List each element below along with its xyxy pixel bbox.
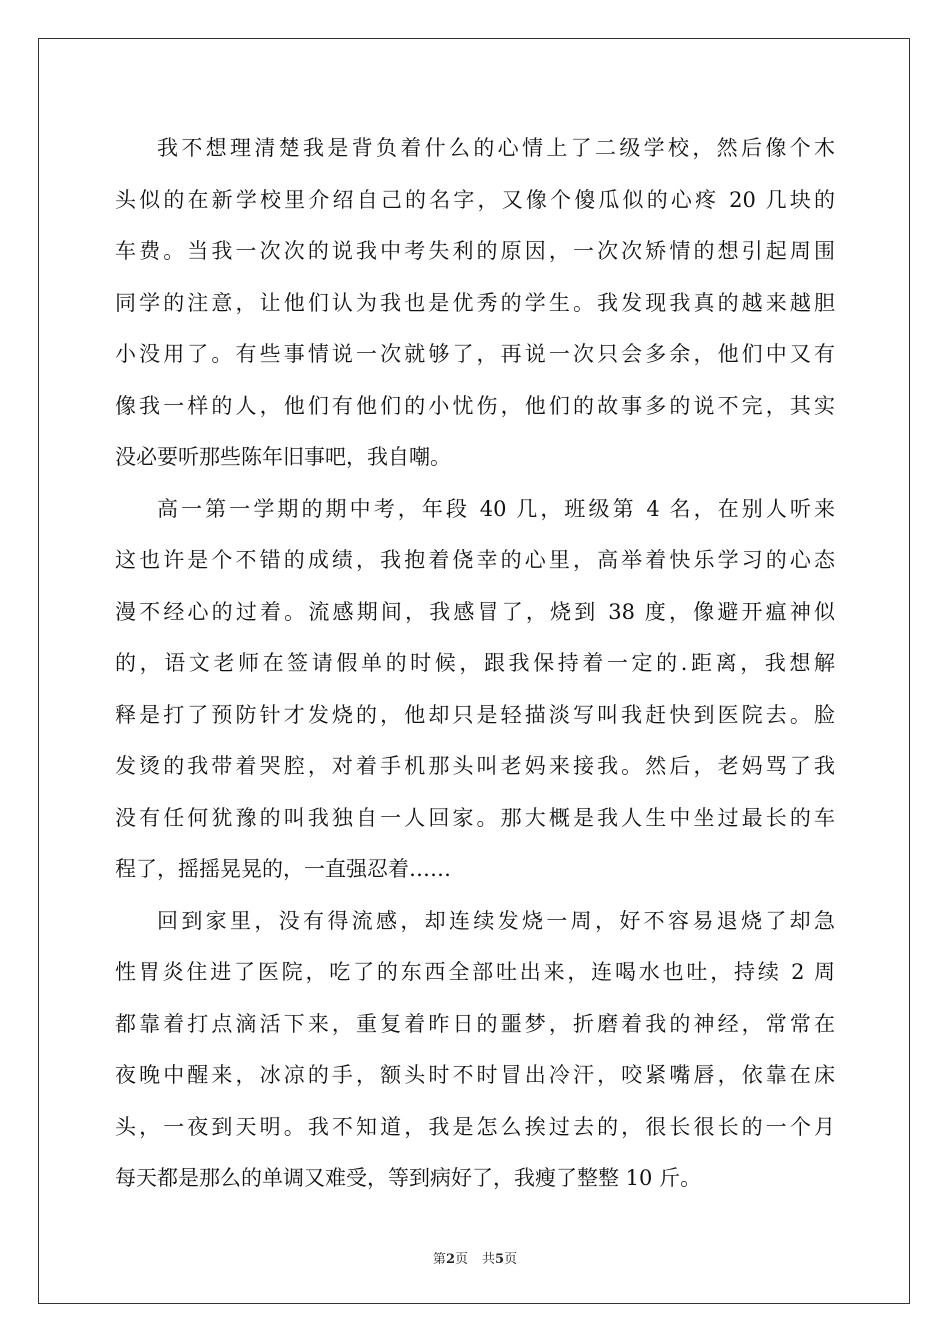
total-prefix: 共 [482,1252,496,1267]
text-line: 程了，摇摇晃晃的，一直强忍着…… [115,857,451,881]
text-line: 高一第一学期的期中考，年段 40 几，班级第 4 名，在别人听来 [157,496,835,521]
text-line: 每天都是那么的单调又难受，等到病好了，我瘦了整整 10 斤。 [115,1166,702,1190]
text-line: 这也许是个不错的成绩，我抱着侥幸的心里，高举着快乐学习的心态 [115,548,835,572]
text-line: 头似的在新学校里介绍自己的名字，又像个傻瓜似的心疼 20 几块的 [115,187,835,212]
document-body [115,123,835,1205]
text-line: 夜晚中醒来，冰凉的手，额头时不时冒出冷汗，咬紧嘴唇，依靠在床 [115,1063,835,1087]
text-line: 释是打了预防针才发烧的，他却只是轻描淡写叫我赶快到医院去。脸 [115,702,835,727]
text-line: 性胃炎住进了医院，吃了的东西全部吐出来，连喝水也吐，持续 2 周 [115,960,835,984]
text-line: 同学的注意，让他们认为我也是优秀的学生。我发现我真的越来越胆 [115,290,835,315]
page-footer [0,1248,950,1267]
page-prefix: 第 [432,1252,446,1267]
text-line: 像我一样的人，他们有他们的小忧伤，他们的故事多的说不完，其实 [115,393,835,418]
text-line: 小没用了。有些事情说一次就够了，再说一次只会多余，他们中又有 [115,342,835,366]
text-line: 没必要听那些陈年旧事吧，我自嘲。 [115,445,451,469]
text-line: 回到家里，没有得流感，却连续发烧一周，好不容易退烧了却急 [157,908,835,933]
text-line: 我不想理清楚我是背负着什么的心情上了二级学校，然后像个木 [157,136,835,160]
paragraph-3 [115,896,835,1205]
text-line: 没有任何犹豫的叫我独自一人回家。那大概是我人生中坐过最长的车 [115,805,835,830]
current-page-number: 2 [445,1252,455,1267]
text-line: 发烫的我带着哭腔，对着手机那头叫老妈来接我。然后，老妈骂了我 [115,754,835,778]
text-line: 头，一夜到天明。我不知道，我是怎么挨过去的，很长很长的一个月 [115,1114,835,1139]
paragraph-2 [115,484,835,896]
paragraph-1 [115,123,835,484]
total-suffix: 页 [504,1252,518,1267]
total-page-count: 5 [495,1252,505,1267]
text-line: 的，语文老师在签请假单的时候，跟我保持着一定的.距离，我想解 [115,651,835,675]
text-line: 漫不经心的过着。流感期间，我感冒了，烧到 38 度，像避开瘟神似 [115,599,835,624]
page-suffix: 页 [454,1252,468,1267]
text-line: 车费。当我一次次的说我中考失利的原因，一次次矫情的想引起周围 [115,239,835,263]
text-line: 都靠着打点滴活下来，重复着昨日的噩梦，折磨着我的神经，常常在 [115,1011,835,1036]
